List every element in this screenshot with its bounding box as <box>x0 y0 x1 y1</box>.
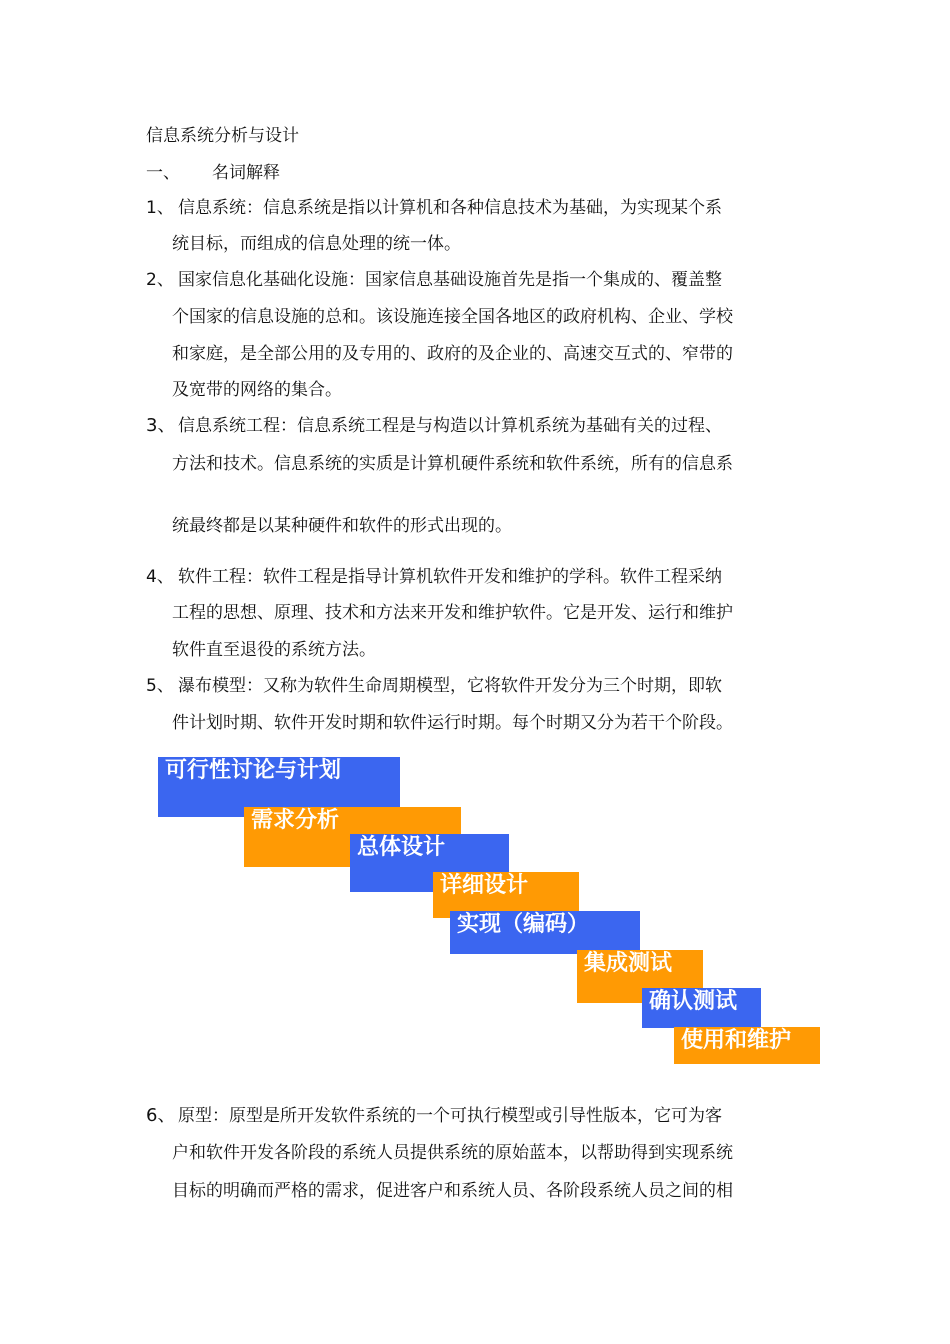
waterfall-stage-label: 集成测试 <box>584 951 673 976</box>
item-4-line-1: 软件工程：软件工程是指导计算机软件开发和维护的学科。软件工程采纳 <box>178 567 722 587</box>
item-number-4: 4、 <box>146 567 174 587</box>
item-2-line-1: 国家信息化基础化设施：国家信息基础设施首先是指一个集成的、覆盖整 <box>178 270 722 290</box>
item-4-line-3: 软件直至退役的系统方法。 <box>172 640 376 660</box>
item-1-line-1: 信息系统：信息系统是指以计算机和各种信息技术为基础，为实现某个系 <box>178 198 722 218</box>
item-6-line-3: 目标的明确而严格的需求，促进客户和系统人员、各阶段系统人员之间的相 <box>172 1181 733 1201</box>
item-2-line-2: 个国家的信息设施的总和。该设施连接全国各地区的政府机构、企业、学校 <box>172 307 733 327</box>
item-4-line-2: 工程的思想、原理、技术和方法来开发和维护软件。它是开发、运行和维护 <box>172 603 733 623</box>
item-6-line-1: 原型：原型是所开发软件系统的一个可执行模型或引导性版本，它可为客 <box>178 1106 722 1126</box>
item-number-5: 5、 <box>146 676 174 696</box>
item-3-line-2: 方法和技术。信息系统的实质是计算机硬件系统和软件系统，所有的信息系 <box>172 454 733 474</box>
item-number-6: 6、 <box>146 1105 176 1126</box>
item-1-line-2: 统目标，而组成的信息处理的统一体。 <box>172 234 461 254</box>
item-3-line-1: 信息系统工程：信息系统工程是与构造以计算机系统为基础有关的过程、 <box>178 416 722 436</box>
waterfall-stage-label: 总体设计 <box>357 835 446 860</box>
waterfall-stage-label: 实现（编码） <box>457 912 590 937</box>
item-2-line-4: 及宽带的网络的集合。 <box>172 380 342 400</box>
waterfall-stage-label: 确认测试 <box>649 989 738 1014</box>
item-number-2: 2、 <box>146 270 174 290</box>
waterfall-stage-label: 详细设计 <box>440 873 529 898</box>
item-number-3: 3、 <box>146 415 176 436</box>
item-3-line-3: 统最终都是以某种硬件和软件的形式出现的。 <box>172 516 512 536</box>
waterfall-stage-implementation <box>450 911 640 954</box>
item-2-line-3: 和家庭，是全部公用的及专用的、政府的及企业的、高速交互式的、窄带的 <box>172 344 733 364</box>
waterfall-stage-label: 使用和维护 <box>681 1028 792 1053</box>
waterfall-stage-label: 需求分析 <box>251 808 340 833</box>
item-number-1: 1、 <box>146 198 174 218</box>
section-title: 名词解释 <box>212 163 280 183</box>
item-5-line-1: 瀑布模型：又称为软件生命周期模型，它将软件开发分为三个时期，即软 <box>178 676 722 696</box>
item-5-line-2: 件计划时期、软件开发时期和软件运行时期。每个时期又分为若干个阶段。 <box>172 713 733 733</box>
section-number: 一、 <box>146 163 180 183</box>
waterfall-stage-label: 可行性讨论与计划 <box>165 758 342 783</box>
waterfall-stage-maintenance <box>674 1027 820 1064</box>
item-6-line-2: 户和软件开发各阶段的系统人员提供系统的原始蓝本，以帮助得到实现系统 <box>172 1143 733 1163</box>
waterfall-stage-acceptance-test <box>642 988 761 1028</box>
document-title: 信息系统分析与设计 <box>146 126 299 146</box>
